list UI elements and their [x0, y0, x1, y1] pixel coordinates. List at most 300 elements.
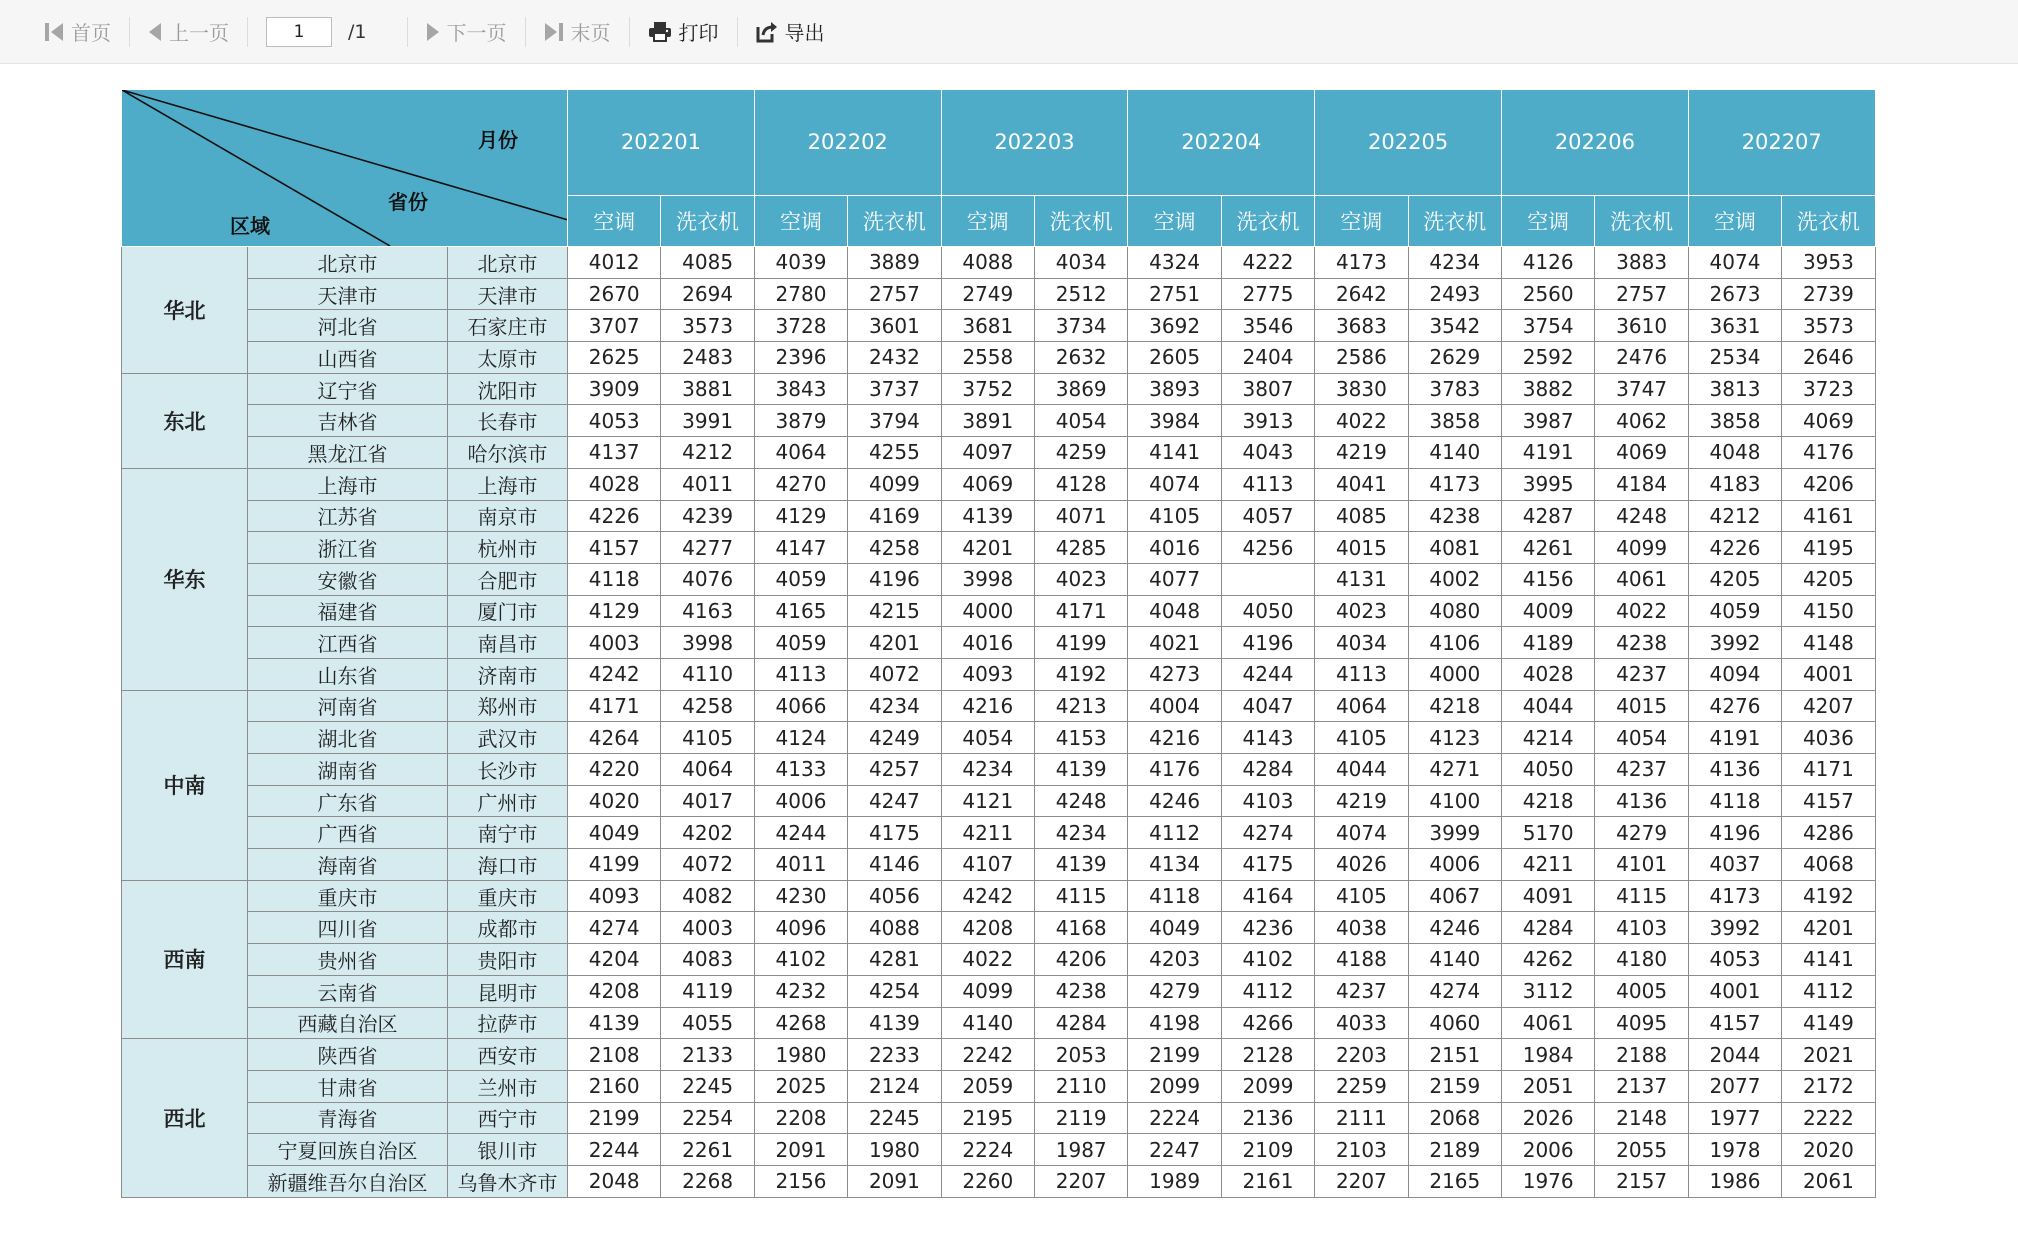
value-cell: 4214 — [1502, 722, 1595, 754]
table-row — [122, 754, 1876, 786]
month-header: 202204 — [1128, 90, 1315, 196]
value-cell: 4198 — [1128, 1007, 1221, 1039]
value-cell: 3112 — [1502, 975, 1595, 1007]
last-page-button[interactable] — [538, 14, 617, 50]
value-cell: 4234 — [941, 754, 1034, 786]
value-cell: 4268 — [754, 1007, 847, 1039]
corner-province-label: 省份 — [388, 190, 428, 214]
province-cell: 四川省 — [248, 912, 448, 944]
province-cell: 天津市 — [248, 278, 448, 310]
value-cell: 4234 — [848, 690, 941, 722]
value-cell: 3882 — [1502, 373, 1595, 405]
value-cell: 4219 — [1315, 437, 1408, 469]
value-cell: 2051 — [1502, 1070, 1595, 1102]
province-cell: 新疆维吾尔自治区 — [248, 1165, 448, 1197]
value-cell: 4238 — [1408, 500, 1501, 532]
value-cell: 4020 — [568, 785, 661, 817]
value-cell: 4234 — [1408, 247, 1501, 279]
value-cell: 4139 — [848, 1007, 941, 1039]
value-cell: 4096 — [754, 912, 847, 944]
value-cell: 4139 — [1035, 754, 1128, 786]
value-cell: 2534 — [1688, 342, 1781, 374]
value-cell: 4191 — [1502, 437, 1595, 469]
first-page-button[interactable] — [38, 14, 117, 50]
value-cell: 1987 — [1035, 1134, 1128, 1166]
value-cell: 3737 — [848, 373, 941, 405]
value-cell: 4102 — [1221, 944, 1314, 976]
value-cell: 3953 — [1782, 247, 1875, 279]
value-cell: 1989 — [1128, 1165, 1221, 1197]
export-label: 导出 — [784, 21, 825, 45]
value-cell: 2172 — [1782, 1070, 1875, 1102]
value-cell: 4112 — [1221, 975, 1314, 1007]
value-cell: 4082 — [661, 880, 754, 912]
value-cell: 2161 — [1221, 1165, 1314, 1197]
value-cell: 4044 — [1502, 690, 1595, 722]
toolbar-divider — [407, 17, 408, 47]
province-cell: 北京市 — [248, 247, 448, 279]
prev-page-label: 上一页 — [169, 21, 229, 45]
table-row — [122, 880, 1876, 912]
value-cell: 4021 — [1128, 627, 1221, 659]
value-cell: 4011 — [754, 849, 847, 881]
month-header: 202206 — [1502, 90, 1689, 196]
value-cell: 4237 — [1315, 975, 1408, 1007]
value-cell: 4259 — [1035, 437, 1128, 469]
value-cell: 2059 — [941, 1070, 1034, 1102]
value-cell: 2483 — [661, 342, 754, 374]
value-cell: 4110 — [661, 658, 754, 690]
value-cell: 4048 — [1688, 437, 1781, 469]
value-cell: 4059 — [1688, 595, 1781, 627]
region-cell: 华东 — [122, 468, 248, 690]
value-cell: 4123 — [1408, 722, 1501, 754]
value-cell: 4069 — [1595, 437, 1688, 469]
export-icon — [756, 21, 778, 43]
value-cell: 4156 — [1502, 563, 1595, 595]
prev-page-button[interactable] — [142, 14, 235, 50]
value-cell: 4232 — [754, 975, 847, 1007]
province-cell: 上海市 — [248, 468, 448, 500]
province-cell: 贵州省 — [248, 944, 448, 976]
table-row — [122, 817, 1876, 849]
value-cell: 2245 — [848, 1102, 941, 1134]
city-cell: 太原市 — [448, 342, 568, 374]
value-cell: 2077 — [1688, 1070, 1781, 1102]
table-row — [122, 405, 1876, 437]
value-cell: 2224 — [1128, 1102, 1221, 1134]
value-cell: 2646 — [1782, 342, 1875, 374]
province-cell: 山西省 — [248, 342, 448, 374]
province-cell: 辽宁省 — [248, 373, 448, 405]
value-cell: 2244 — [568, 1134, 661, 1166]
toolbar-divider — [629, 17, 630, 47]
value-cell: 4264 — [568, 722, 661, 754]
value-cell: 4218 — [1408, 690, 1501, 722]
value-cell: 4165 — [754, 595, 847, 627]
value-cell: 4205 — [1782, 563, 1875, 595]
first-page-icon — [44, 21, 64, 43]
value-cell: 4140 — [1408, 944, 1501, 976]
value-cell: 4271 — [1408, 754, 1501, 786]
value-cell: 3909 — [568, 373, 661, 405]
value-cell: 4085 — [1315, 500, 1408, 532]
value-cell: 2044 — [1688, 1039, 1781, 1071]
value-cell: 4015 — [1595, 690, 1688, 722]
value-cell: 4196 — [1688, 817, 1781, 849]
value-cell: 4067 — [1408, 880, 1501, 912]
value-cell: 4044 — [1315, 754, 1408, 786]
value-cell: 3631 — [1688, 310, 1781, 342]
value-cell: 4189 — [1502, 627, 1595, 659]
value-cell: 4017 — [661, 785, 754, 817]
value-cell: 4003 — [661, 912, 754, 944]
value-cell: 4237 — [1595, 754, 1688, 786]
value-cell: 4196 — [848, 563, 941, 595]
value-cell: 4248 — [1035, 785, 1128, 817]
export-button[interactable] — [750, 14, 831, 50]
value-cell: 2055 — [1595, 1134, 1688, 1166]
value-cell: 4077 — [1128, 563, 1221, 595]
value-cell: 4050 — [1502, 754, 1595, 786]
value-cell: 4169 — [848, 500, 941, 532]
value-cell: 4141 — [1782, 944, 1875, 976]
value-cell: 2233 — [848, 1039, 941, 1071]
value-cell: 4219 — [1315, 785, 1408, 817]
value-cell: 4069 — [941, 468, 1034, 500]
last-page-icon — [544, 21, 564, 43]
table-row — [122, 785, 1876, 817]
city-cell: 南昌市 — [448, 627, 568, 659]
province-cell: 江苏省 — [248, 500, 448, 532]
table-row — [122, 944, 1876, 976]
value-cell: 4012 — [568, 247, 661, 279]
value-cell: 2673 — [1688, 278, 1781, 310]
value-cell: 1978 — [1688, 1134, 1781, 1166]
corner-diagonal-lines — [122, 90, 568, 246]
city-cell: 海口市 — [448, 849, 568, 881]
header-corner — [122, 90, 568, 247]
value-cell: 2493 — [1408, 278, 1501, 310]
value-cell: 4113 — [1315, 658, 1408, 690]
value-cell: 4324 — [1128, 247, 1221, 279]
product-header: 空调 — [568, 195, 661, 246]
value-cell: 2476 — [1595, 342, 1688, 374]
province-cell: 甘肃省 — [248, 1070, 448, 1102]
value-cell: 4121 — [941, 785, 1034, 817]
province-cell: 安徽省 — [248, 563, 448, 595]
value-cell: 3869 — [1035, 373, 1128, 405]
value-cell: 2396 — [754, 342, 847, 374]
value-cell: 4202 — [661, 817, 754, 849]
value-cell: 4112 — [1782, 975, 1875, 1007]
value-cell: 2119 — [1035, 1102, 1128, 1134]
province-cell: 江西省 — [248, 627, 448, 659]
value-cell: 2642 — [1315, 278, 1408, 310]
value-cell: 4173 — [1688, 880, 1781, 912]
value-cell: 4061 — [1595, 563, 1688, 595]
value-cell: 2242 — [941, 1039, 1034, 1071]
value-cell: 4016 — [1128, 532, 1221, 564]
value-cell: 4199 — [568, 849, 661, 881]
value-cell: 3995 — [1502, 468, 1595, 500]
value-cell: 4003 — [568, 627, 661, 659]
value-cell: 4246 — [1408, 912, 1501, 944]
value-cell: 4261 — [1502, 532, 1595, 564]
value-cell: 3843 — [754, 373, 847, 405]
value-cell: 3734 — [1035, 310, 1128, 342]
value-cell: 4211 — [1502, 849, 1595, 881]
table-row — [122, 500, 1876, 532]
value-cell: 4106 — [1408, 627, 1501, 659]
value-cell: 4284 — [1035, 1007, 1128, 1039]
value-cell: 4199 — [1035, 627, 1128, 659]
print-button[interactable] — [642, 14, 725, 50]
value-cell: 2749 — [941, 278, 1034, 310]
value-cell: 4069 — [1782, 405, 1875, 437]
value-cell: 2739 — [1782, 278, 1875, 310]
value-cell: 4192 — [1035, 658, 1128, 690]
value-cell: 4148 — [1782, 627, 1875, 659]
value-cell: 4002 — [1408, 563, 1501, 595]
value-cell: 4274 — [1408, 975, 1501, 1007]
value-cell: 4208 — [941, 912, 1034, 944]
value-cell: 3754 — [1502, 310, 1595, 342]
value-cell: 4053 — [568, 405, 661, 437]
value-cell: 4176 — [1128, 754, 1221, 786]
product-header: 空调 — [754, 195, 847, 246]
value-cell: 4238 — [1595, 627, 1688, 659]
value-cell: 4284 — [1221, 754, 1314, 786]
value-cell: 2189 — [1408, 1134, 1501, 1166]
month-header: 202202 — [754, 90, 941, 196]
city-cell: 杭州市 — [448, 532, 568, 564]
table-row — [122, 437, 1876, 469]
value-cell: 4226 — [1688, 532, 1781, 564]
value-cell: 4071 — [1035, 500, 1128, 532]
value-cell: 4171 — [1035, 595, 1128, 627]
value-cell — [1221, 563, 1314, 595]
value-cell: 4054 — [1595, 722, 1688, 754]
page-number-input[interactable] — [266, 17, 332, 47]
value-cell: 2068 — [1408, 1102, 1501, 1134]
province-cell: 福建省 — [248, 595, 448, 627]
province-cell: 湖南省 — [248, 754, 448, 786]
product-header: 空调 — [1502, 195, 1595, 246]
value-cell: 4028 — [568, 468, 661, 500]
value-cell: 4184 — [1595, 468, 1688, 500]
value-cell: 4056 — [848, 880, 941, 912]
city-cell: 兰州市 — [448, 1070, 568, 1102]
value-cell: 4097 — [941, 437, 1034, 469]
value-cell: 2625 — [568, 342, 661, 374]
value-cell: 4258 — [661, 690, 754, 722]
value-cell: 4257 — [848, 754, 941, 786]
city-cell: 银川市 — [448, 1134, 568, 1166]
value-cell: 4164 — [1221, 880, 1314, 912]
table-row — [122, 975, 1876, 1007]
product-header: 空调 — [1315, 195, 1408, 246]
value-cell: 4201 — [1782, 912, 1875, 944]
value-cell: 4099 — [941, 975, 1034, 1007]
value-cell: 4207 — [1782, 690, 1875, 722]
table-row — [122, 278, 1876, 310]
value-cell: 4206 — [1035, 944, 1128, 976]
value-cell: 3889 — [848, 247, 941, 279]
value-cell: 2110 — [1035, 1070, 1128, 1102]
value-cell: 1986 — [1688, 1165, 1781, 1197]
sales-report-table — [121, 89, 1876, 1198]
value-cell: 4088 — [848, 912, 941, 944]
value-cell: 4285 — [1035, 532, 1128, 564]
value-cell: 4099 — [1595, 532, 1688, 564]
city-cell: 西宁市 — [448, 1102, 568, 1134]
value-cell: 4023 — [1315, 595, 1408, 627]
value-cell: 4242 — [941, 880, 1034, 912]
value-cell: 4083 — [661, 944, 754, 976]
value-cell: 4256 — [1221, 532, 1314, 564]
value-cell: 4213 — [1035, 690, 1128, 722]
city-cell: 合肥市 — [448, 563, 568, 595]
value-cell: 4230 — [754, 880, 847, 912]
value-cell: 4034 — [1315, 627, 1408, 659]
value-cell: 4147 — [754, 532, 847, 564]
value-cell: 3546 — [1221, 310, 1314, 342]
value-cell: 4276 — [1688, 690, 1781, 722]
value-cell: 4208 — [568, 975, 661, 1007]
value-cell: 2160 — [568, 1070, 661, 1102]
value-cell: 3999 — [1408, 817, 1501, 849]
value-cell: 4175 — [1221, 849, 1314, 881]
value-cell: 4034 — [1035, 247, 1128, 279]
value-cell: 4279 — [1595, 817, 1688, 849]
city-cell: 沈阳市 — [448, 373, 568, 405]
value-cell: 2203 — [1315, 1039, 1408, 1071]
corner-region-label: 区域 — [230, 214, 270, 238]
value-cell: 4103 — [1595, 912, 1688, 944]
province-cell: 云南省 — [248, 975, 448, 1007]
value-cell: 4064 — [1315, 690, 1408, 722]
value-cell: 2560 — [1502, 278, 1595, 310]
value-cell: 2605 — [1128, 342, 1221, 374]
value-cell: 4105 — [1315, 880, 1408, 912]
table-row — [122, 563, 1876, 595]
value-cell: 4191 — [1688, 722, 1781, 754]
value-cell: 4000 — [1408, 658, 1501, 690]
value-cell: 4004 — [1128, 690, 1221, 722]
value-cell: 4053 — [1688, 944, 1781, 976]
province-cell: 山东省 — [248, 658, 448, 690]
value-cell: 4139 — [1035, 849, 1128, 881]
value-cell: 4149 — [1782, 1007, 1875, 1039]
value-cell: 2053 — [1035, 1039, 1128, 1071]
value-cell: 4059 — [754, 627, 847, 659]
value-cell: 1977 — [1688, 1102, 1781, 1134]
value-cell: 3893 — [1128, 373, 1221, 405]
value-cell: 4239 — [661, 500, 754, 532]
value-cell: 4234 — [1035, 817, 1128, 849]
value-cell: 4039 — [754, 247, 847, 279]
value-cell: 2632 — [1035, 342, 1128, 374]
value-cell: 2208 — [754, 1102, 847, 1134]
value-cell: 4139 — [941, 500, 1034, 532]
value-cell: 4074 — [1315, 817, 1408, 849]
product-header: 洗衣机 — [1408, 195, 1501, 246]
value-cell: 4005 — [1595, 975, 1688, 1007]
value-cell: 3692 — [1128, 310, 1221, 342]
value-cell: 4118 — [568, 563, 661, 595]
value-cell: 2109 — [1221, 1134, 1314, 1166]
value-cell: 2268 — [661, 1165, 754, 1197]
value-cell: 4036 — [1782, 722, 1875, 754]
province-cell: 宁夏回族自治区 — [248, 1134, 448, 1166]
value-cell: 4226 — [568, 500, 661, 532]
value-cell: 4270 — [754, 468, 847, 500]
value-cell: 4201 — [941, 532, 1034, 564]
printer-icon — [648, 21, 672, 43]
value-cell: 2775 — [1221, 278, 1314, 310]
value-cell: 3752 — [941, 373, 1034, 405]
value-cell: 4157 — [1782, 785, 1875, 817]
value-cell: 4048 — [1128, 595, 1221, 627]
value-cell: 4195 — [1782, 532, 1875, 564]
table-row — [122, 912, 1876, 944]
value-cell: 2245 — [661, 1070, 754, 1102]
city-cell: 北京市 — [448, 247, 568, 279]
table-row — [122, 627, 1876, 659]
value-cell: 2124 — [848, 1070, 941, 1102]
value-cell: 4011 — [661, 468, 754, 500]
value-cell: 4115 — [1595, 880, 1688, 912]
value-cell: 4201 — [848, 627, 941, 659]
value-cell: 3998 — [661, 627, 754, 659]
value-cell: 2558 — [941, 342, 1034, 374]
value-cell: 2260 — [941, 1165, 1034, 1197]
value-cell: 4006 — [1408, 849, 1501, 881]
value-cell: 4023 — [1035, 563, 1128, 595]
table-row — [122, 1007, 1876, 1039]
value-cell: 4173 — [1408, 468, 1501, 500]
city-cell: 拉萨市 — [448, 1007, 568, 1039]
value-cell: 4000 — [941, 595, 1034, 627]
value-cell: 4222 — [1221, 247, 1314, 279]
value-cell: 4054 — [941, 722, 1034, 754]
value-cell: 4009 — [1502, 595, 1595, 627]
value-cell: 2136 — [1221, 1102, 1314, 1134]
value-cell: 4064 — [661, 754, 754, 786]
value-cell: 4006 — [754, 785, 847, 817]
value-cell: 4119 — [661, 975, 754, 1007]
value-cell: 4258 — [848, 532, 941, 564]
toolbar-divider — [525, 17, 526, 47]
province-cell: 黑龙江省 — [248, 437, 448, 469]
table-row — [122, 310, 1876, 342]
value-cell: 4128 — [1035, 468, 1128, 500]
month-header: 202207 — [1688, 90, 1875, 196]
value-cell: 2751 — [1128, 278, 1221, 310]
product-header: 洗衣机 — [1595, 195, 1688, 246]
value-cell: 2020 — [1782, 1134, 1875, 1166]
value-cell: 2259 — [1315, 1070, 1408, 1102]
value-cell: 4134 — [1128, 849, 1221, 881]
city-cell: 厦门市 — [448, 595, 568, 627]
table-row — [122, 849, 1876, 881]
next-page-button[interactable] — [420, 14, 513, 50]
value-cell: 4080 — [1408, 595, 1501, 627]
value-cell: 4062 — [1595, 405, 1688, 437]
value-cell: 4103 — [1221, 785, 1314, 817]
value-cell: 4133 — [754, 754, 847, 786]
